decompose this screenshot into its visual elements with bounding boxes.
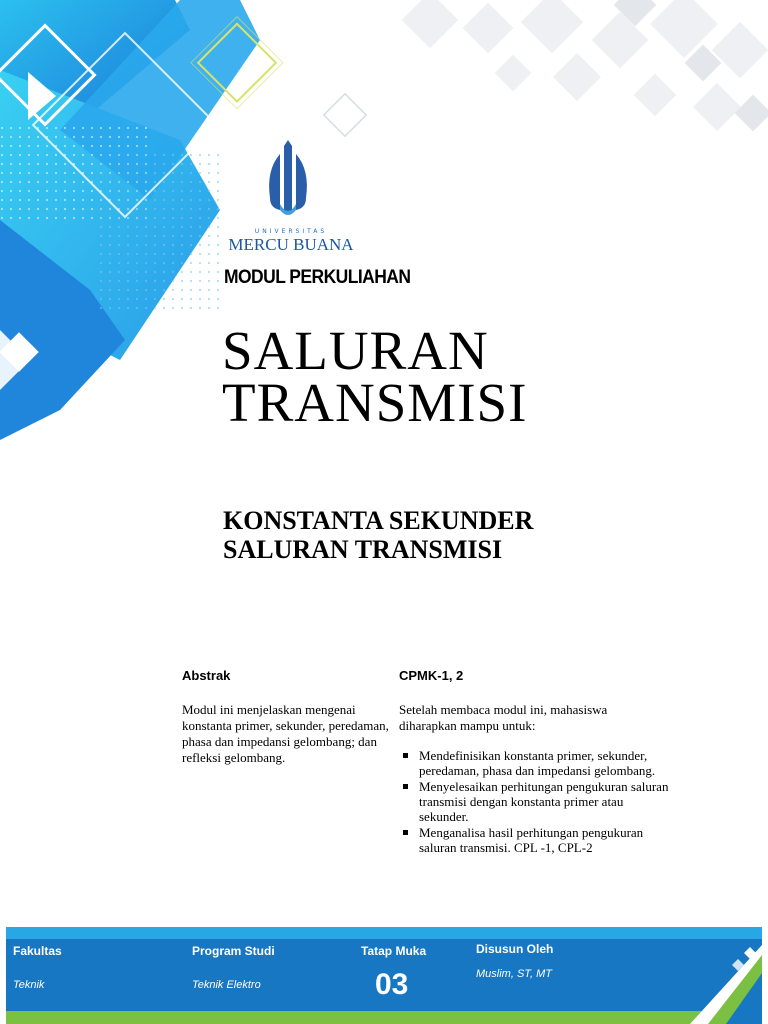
abstract-text: Modul ini menjelaskan mengenai konstanta primer, sekunder, peredaman, phasa dan impedansi gelombang; dan refleksi gelombang. <box>182 702 389 765</box>
module-subtitle-line-1: KONSTANTA SEKUNDER <box>223 506 534 535</box>
cpmk-intro: Setelah membaca modul ini, mahasiswa diharapkan mampu untuk: <box>399 702 608 733</box>
logo-caption <box>226 228 356 255</box>
course-title-line-2: TRANSMISI <box>222 372 528 433</box>
mercu-buana-emblem-icon <box>222 140 360 230</box>
footer-green-stripe <box>6 1011 762 1024</box>
tatap-muka-value: 03 <box>375 968 409 1001</box>
course-title <box>222 320 528 433</box>
fakultas-label: Fakultas <box>13 944 62 958</box>
module-label: MODUL PERKULIAHAN <box>224 267 411 288</box>
module-subtitle-line-2: SALURAN TRANSMISI <box>223 535 503 564</box>
fakultas-value: Teknik <box>13 979 45 991</box>
footer-corner-decoration <box>690 945 762 1024</box>
prodi-value: Teknik Elektro <box>192 979 261 991</box>
tatap-muka-label: Tatap Muka <box>361 944 427 958</box>
disusun-oleh-value: Muslim, ST, MT <box>476 968 552 980</box>
footer-top-stripe <box>6 927 762 939</box>
abstract-heading: Abstrak <box>182 668 231 683</box>
course-title-line-1: SALURAN <box>222 320 489 381</box>
cpmk-item: Mendefinisikan konstanta primer, sekunder, peredaman, phasa dan impedansi gelombang. <box>419 748 669 778</box>
cpmk-item: Menyelesaikan perhitungan pengukuran saluran transmisi dengan konstanta primer atau sekunder. <box>419 779 669 824</box>
logo-universitas-text: UNIVERSITAS <box>254 228 328 235</box>
logo-university-name: MERCU BUANA <box>228 235 354 254</box>
cpmk-list <box>419 748 669 856</box>
disusun-oleh-label: Disusun Oleh <box>476 942 554 956</box>
cpmk-item: Menganalisa hasil perhitungan pengukuran saluran transmisi. CPL -1, CPL-2 <box>419 825 669 855</box>
module-subtitle <box>223 506 533 564</box>
cpmk-heading: CPMK-1, 2 <box>399 668 464 683</box>
prodi-label: Program Studi <box>192 944 275 958</box>
